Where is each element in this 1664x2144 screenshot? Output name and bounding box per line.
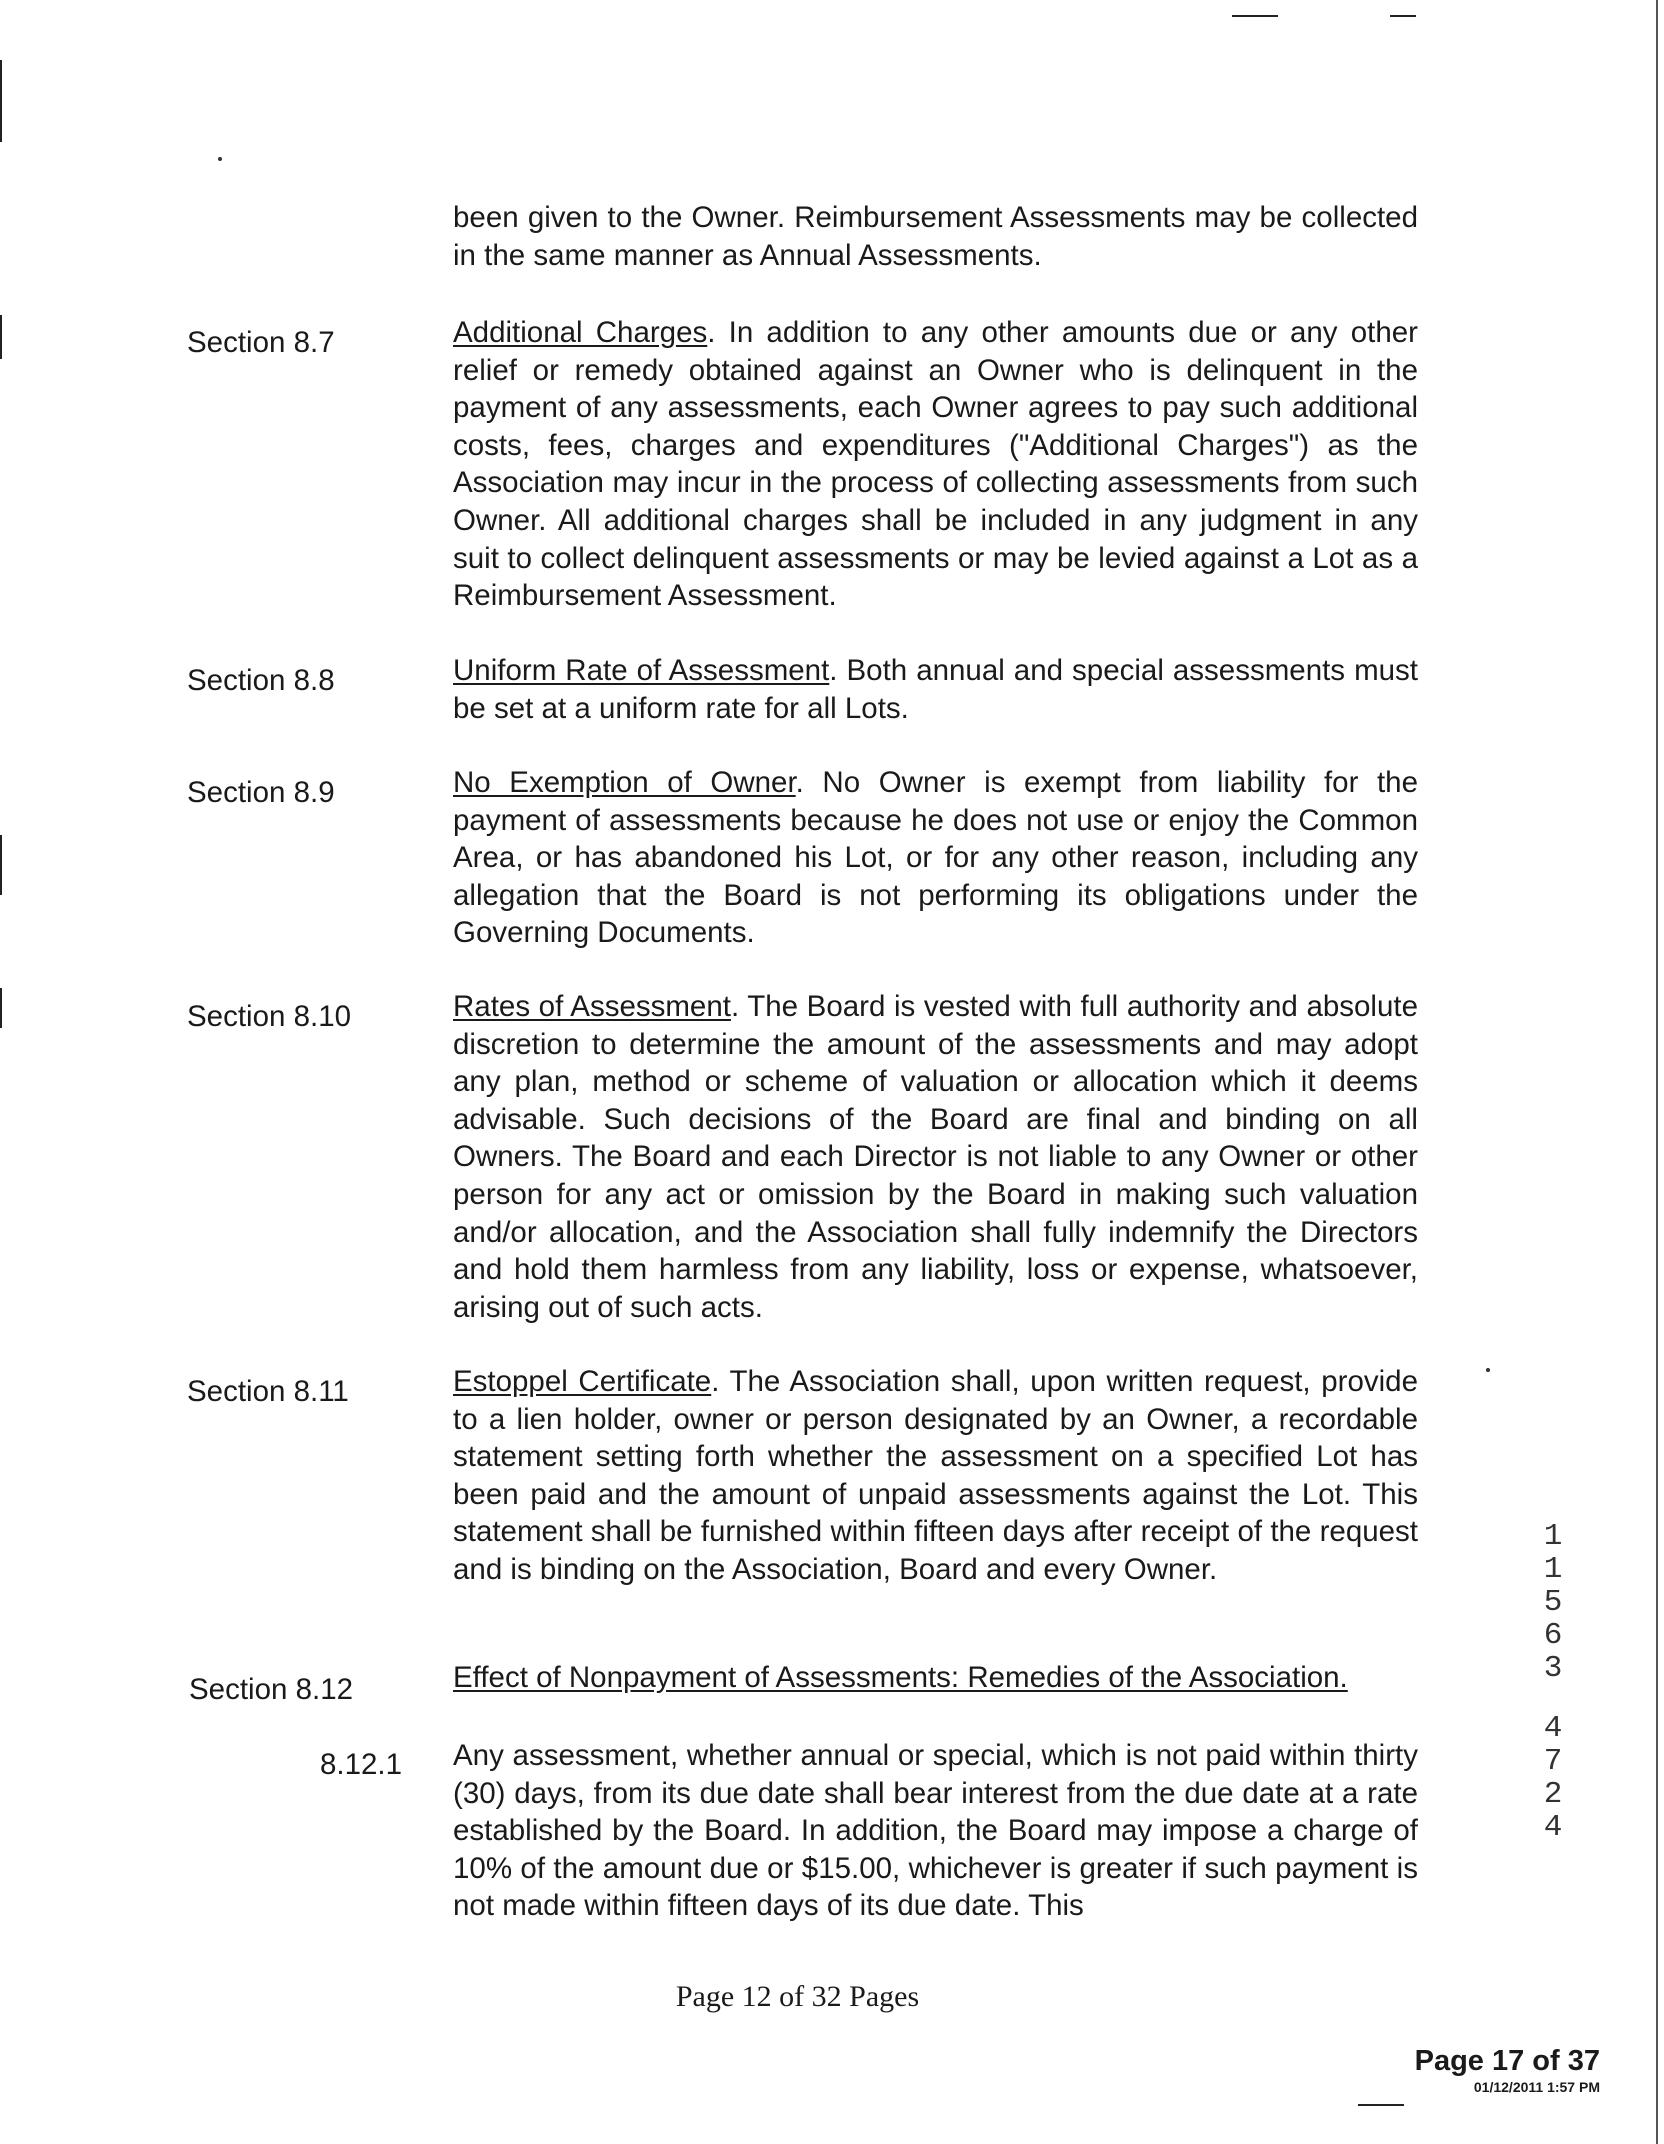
margin-digit: 7: [1543, 1744, 1563, 1779]
section-heading: Uniform Rate of Assessment: [453, 654, 830, 687]
margin-digit: 4: [1543, 1711, 1563, 1746]
section-label: Section 8.9: [187, 776, 335, 809]
section-heading: Rates of Assessment: [453, 990, 731, 1023]
section-body: [453, 1659, 1418, 1697]
section-text: . No Owner is exempt from liability for the payment of assessments because he does not use or enjoy the Common Area, or has abandoned his Lot, or for any other reason, including any allegation that the Board is not performing its obligations under the Governing Documents.: [453, 766, 1418, 950]
margin-digit: 4: [1543, 1810, 1563, 1845]
section-label: Section 8.11: [187, 1375, 349, 1408]
intro-paragraph: [453, 199, 1418, 274]
margin-digit: 1: [1543, 1552, 1563, 1587]
margin-digit: 1: [1543, 1519, 1563, 1554]
scan-dot: [218, 157, 222, 161]
scan-mark: [0, 315, 2, 359]
recorder-stamp: [1415, 2044, 1600, 2096]
scan-mark: [1656, 0, 1658, 2144]
scan-mark: [1232, 15, 1278, 17]
section-text: . The Board is vested with full authority and absolute discretion to determine the amount of the assessments and may adopt any plan, method or scheme of valuation or allocation which it deems advisable. Such decisions of the Board are final and binding on all Owners. The Board and each Director is not liable to any Owner or other person for any act or omission by the Board in making such valuation and/or allocation, and the Association shall fully indemnify the Directors and hold them harmless from any liability, loss or expense, whatsoever, arising out of such acts.: [453, 990, 1418, 1324]
subsection-body: [453, 1737, 1418, 1925]
scan-mark: [1390, 15, 1416, 17]
section-heading: Estoppel Certificate: [453, 1365, 712, 1398]
margin-digit: 6: [1543, 1618, 1563, 1653]
section-text: . Both annual and special assessments must be set at a uniform rate for all Lots.: [453, 654, 1418, 725]
section-label: Section 8.12: [189, 1673, 354, 1706]
section-heading: No Exemption of Owner: [453, 766, 796, 799]
section-text: . The Association shall, upon written request, provide to a lien holder, owner or person designated by an Owner, a recordable statement setting forth whether the assessment on a specified Lot has been paid and the amount of unpaid assessments against the Lot. This statement shall be furnished within fifteen days after receipt of the request and is binding on the Association, Board and every Owner.: [453, 1365, 1418, 1586]
section-body: [453, 1363, 1418, 1589]
subsection-text: Any assessment, whether annual or special, which is not paid within thirty (30) days, from its due date shall bear interest from the due date at a rate established by the Board. In addition, the Board may impose a charge of 10% of the amount due or $15.00, whichever is greater if such payment is not made within fifteen days of its due date. This: [453, 1739, 1418, 1923]
scan-mark: [0, 60, 2, 142]
margin-digit: 5: [1543, 1585, 1563, 1620]
section-label: Section 8.10: [187, 1000, 352, 1033]
scan-mark: [0, 988, 2, 1028]
margin-digit: 2: [1543, 1777, 1563, 1812]
page-footer: Page 12 of 32 Pages: [675, 1980, 920, 2013]
section-text: . In addition to any other amounts due or any other relief or remedy obtained against an Owner who is delinquent in the payment of any assessments, each Owner agrees to pay such additional costs, fees, charges and expenditures ("Additional Charges") as the Association may incur in the process of collecting assessments from such Owner. All additional charges shall be included in any judgment in any suit to collect delinquent assessments or may be levied against a Lot as a Reimbursement Assessment.: [453, 316, 1418, 613]
section-label: Section 8.8: [187, 664, 335, 697]
subsection-label: 8.12.1: [320, 1748, 403, 1781]
scan-mark: [0, 835, 2, 895]
margin-digit: 3: [1543, 1651, 1563, 1686]
section-body: [453, 314, 1418, 615]
scan-mark: [1358, 2104, 1404, 2106]
section-body: [453, 988, 1418, 1326]
section-body: [453, 652, 1418, 727]
margin-code-bottom: [1535, 1712, 1571, 1844]
scan-dot: [1486, 1368, 1490, 1372]
intro-text: been given to the Owner. Reimbursement Assessments may be collected in the same manner as Annual Assessments.: [453, 201, 1418, 272]
section-heading: Effect of Nonpayment of Assessments: Remedies of the Association.: [453, 1661, 1348, 1694]
section-body: [453, 764, 1418, 952]
recorder-page-number: Page 17 of 37: [1414, 2045, 1600, 2077]
section-label: Section 8.7: [187, 326, 335, 359]
margin-code-top: [1535, 1520, 1571, 1685]
section-heading: Additional Charges: [453, 316, 708, 349]
recorder-timestamp: 01/12/2011 1:57 PM: [1473, 2079, 1600, 2095]
